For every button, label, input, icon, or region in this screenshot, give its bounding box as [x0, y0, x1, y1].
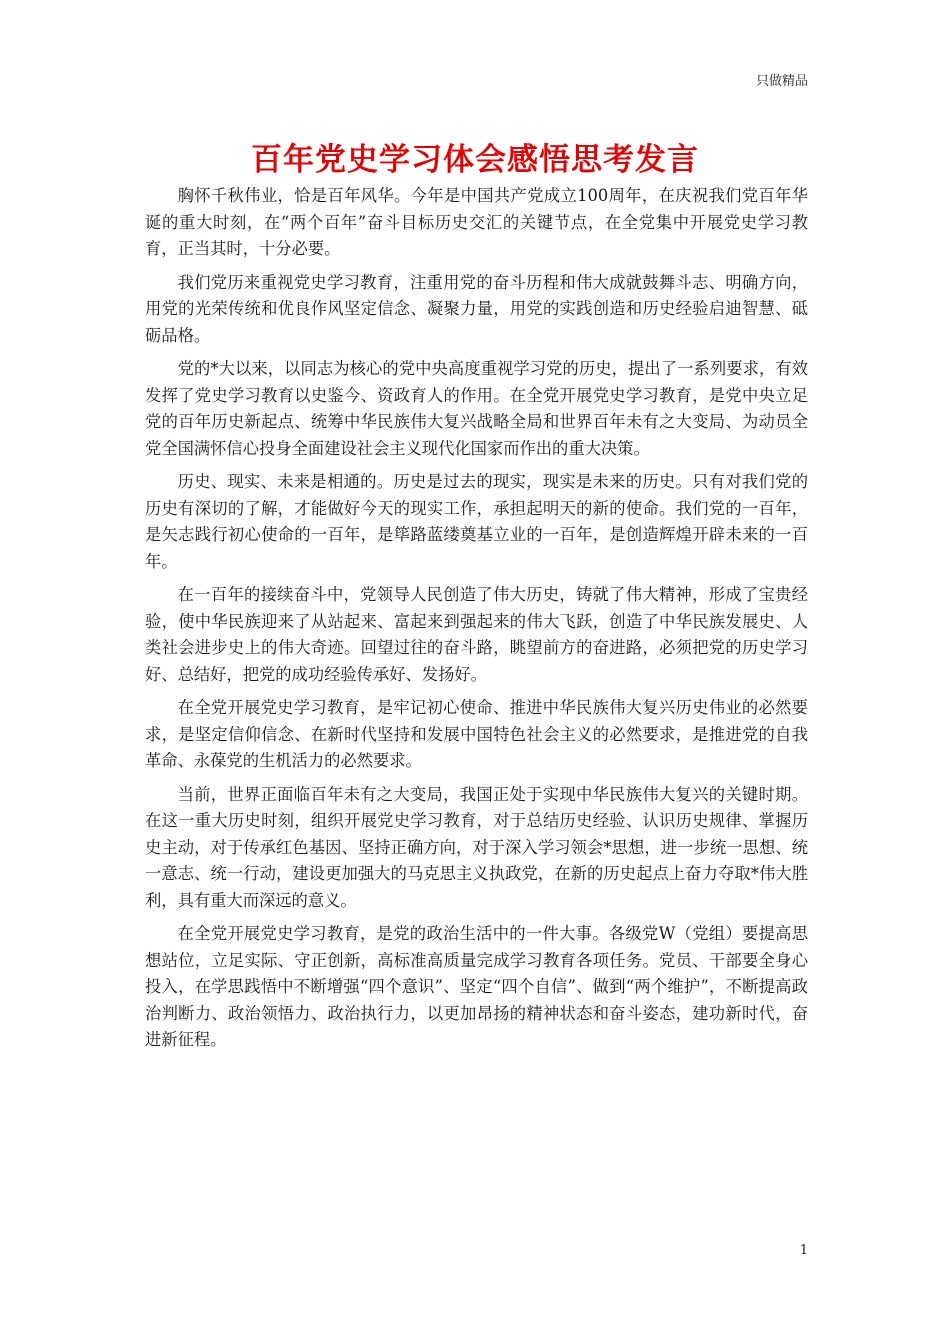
paragraph: 历史、现实、未来是相通的。历史是过去的现实，现实是未来的历史。只有对我们党的历史有深切的了解，才能做好今天的现实工作，承担起明天的新的使命。我们党的一百年，是矢志践行初心使命的一百年，是筚路蓝缕奠基立业的一百年，是创造辉煌开辟未来的一百年。 — [145, 472, 808, 571]
paragraph: 当前，世界正面临百年未有之大变局，我国正处于实现中华民族伟大复兴的关键时期。在这一重大历史时刻，组织开展党史学习教育，对于总结历史经验、认识历史规律、掌握历史主动，对于传承红色基因、坚持正确方向，对于深入学习领会*思想，进一步统一思想、统一意志、统一行动，建设更加强大的马克思主义执政党，在新的历史起点上奋力夺取*伟大胜利，具有重大而深远的意义。 — [145, 784, 808, 910]
paragraph: 在全党开展党史学习教育，是党的政治生活中的一件大事。各级党W（党组）要提高思想站位，立足实际、守正创新，高标准高质量完成学习教育各项任务。党员、干部要全身心投入，在学思践悟中不断增强“四个意识”、坚定“四个自信”、做到“两个维护”，不断提高政治判断力、政治领悟力、政治执行力，以更加昂扬的精神状态和奋斗姿态，建功新时代，奋进新征程。 — [145, 924, 808, 1049]
document-body — [145, 183, 808, 1061]
document-title: 百年党史学习体会感悟思考发言 — [251, 142, 699, 178]
page-number: 1 — [799, 1243, 808, 1258]
paragraph: 在全党开展党史学习教育，是牢记初心使命、推进中华民族伟大复兴历史伟业的必然要求，是坚定信仰信念、在新时代坚持和发展中国特色社会主义的必然要求，是推进党的自我革命、永葆党的生机活力的必然要求。 — [145, 698, 808, 770]
paragraph: 我们党历来重视党史学习教育，注重用党的奋斗历程和伟大成就鼓舞斗志、明确方向，用党的光荣传统和优良作风坚定信念、凝聚力量，用党的实践创造和历史经验启迪智慧、砥砺品格。 — [145, 272, 808, 345]
header-tag: 只做精品 — [755, 74, 808, 89]
paragraph: 胸怀千秋伟业，恰是百年风华。今年是中国共产党成立100周年，在庆祝我们党百年华诞的重大时刻，在“两个百年”奋斗目标历史交汇的关键节点，在全党集中开展党史学习教育，正当其时，十分必要。 — [145, 186, 808, 258]
paragraph: 党的*大以来，以同志为核心的党中央高度重视学习党的历史，提出了一系列要求，有效发挥了党史学习教育以史鉴今、资政育人的作用。在全党开展党史学习教育，是党中央立足党的百年历史新起点、统筹中华民族伟大复兴战略全局和世界百年未有之大变局、为动员全党全国满怀信心投身全面建设社会主义现代化国家而作出的重大决策。 — [145, 359, 808, 458]
paragraph: 在一百年的接续奋斗中，党领导人民创造了伟大历史，铸就了伟大精神，形成了宝贵经验，使中华民族迎来了从站起来、富起来到强起来的伟大飞跃，创造了中华民族发展史、人类社会进步史上的伟大奇迹。回望过往的奋斗路，眺望前方的奋进路，必须把党的历史学习好、总结好，把党的成功经验传承好、发扬好。 — [145, 585, 808, 684]
